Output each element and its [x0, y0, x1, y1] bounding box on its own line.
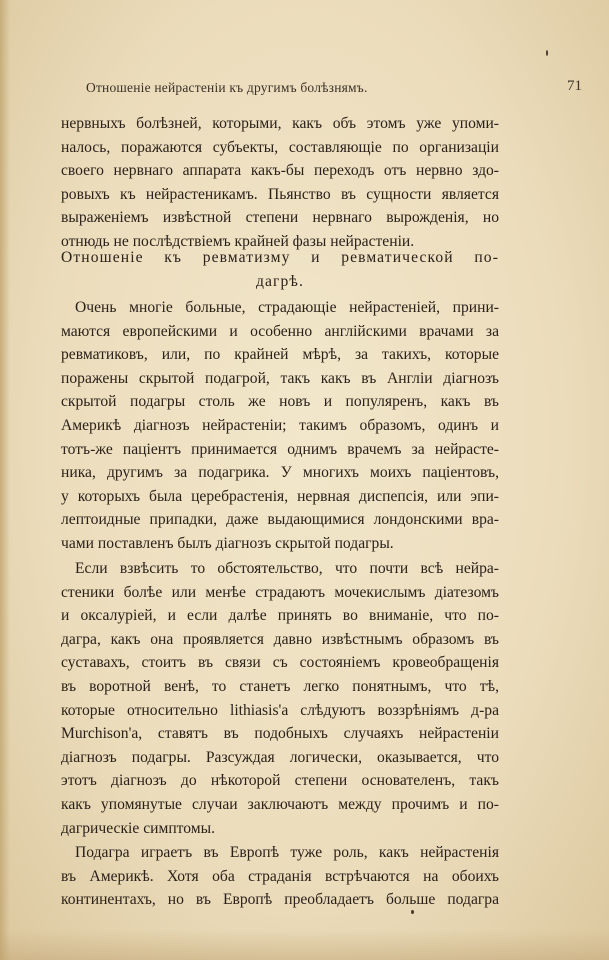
page-number: 71	[567, 78, 582, 94]
paragraph-1	[61, 296, 499, 556]
ink-speck	[411, 910, 414, 914]
paragraph-3	[61, 841, 499, 912]
running-header-title: Отношеніе нейрастеніи къ другимъ болѣзнямъ.	[86, 80, 368, 95]
text-line: чами поставленъ былъ діагнозъ скрытой подагры.	[61, 534, 394, 552]
text-line: континентахъ, но въ Европѣ преобладаетъ больше подагра	[61, 891, 499, 909]
text-line: Murchison'а, ставятъ въ подобныхъ случаяхъ нейрастеніи	[61, 725, 499, 743]
text-line: своего нервнаго аппарата какъ-бы переходъ отъ нервно здо-	[61, 162, 499, 180]
text-line: скрытой подагры столь же новъ и популяренъ, какъ въ	[61, 393, 499, 411]
text-line: стеники болѣе или менѣе страдаютъ мочекислымъ діатезомъ	[61, 583, 499, 601]
page-gutter-shadow	[0, 0, 10, 960]
section-heading-line: Отношеніе къ ревматизму и ревматической по-	[61, 249, 499, 266]
text-line: Очень многіе больные, страдающіе нейрастеніей, прини-	[75, 299, 499, 316]
text-line: у которыхъ была церебрастенія, нервная диспепсія, или эпи-	[61, 487, 499, 505]
text-line: Если взвѣсить то обстоятельство, что почти всѣ нейра-	[75, 560, 499, 577]
text-line: нервныхъ болѣзней, которыми, какъ объ этомъ уже упоми-	[61, 115, 499, 132]
text-line: суставахъ, стоитъ въ связи съ состояніемъ кровеобращенія	[61, 654, 499, 672]
ink-speck	[546, 50, 548, 56]
text-line: дагрическіе симптомы.	[61, 819, 216, 837]
section-heading	[61, 246, 499, 294]
text-line: ника, другимъ за подагрика. У многихъ моихъ паціентовъ,	[61, 464, 499, 482]
text-line: выраженіемъ извѣстной степени нервнаго вырожденія, но	[61, 209, 499, 227]
text-line: этотъ діагнозъ до нѣкоторой степени основателенъ, такъ	[61, 772, 499, 790]
text-line: Америкѣ діагнозъ нейрастеніи; такимъ образомъ, одинъ и	[61, 416, 499, 434]
text-line: ровыхъ къ нейрастеникамъ. Пьянство въ сущности является	[61, 185, 499, 203]
text-line: лептоидные припадки, даже выдающимися лондонскими вра-	[61, 511, 499, 529]
text-line: Подагра играетъ въ Европѣ туже роль, какъ нейрастенія	[75, 844, 499, 861]
text-line: ревматиковъ, или, по крайней мѣрѣ, за такихъ, которые	[61, 346, 499, 364]
text-line: маются европейскими и особенно англійскими врачами за	[61, 322, 499, 340]
text-line: отнюдь не послѣдствіемъ крайней фазы нейрастеніи.	[61, 232, 415, 250]
text-line: и оксалуріей, и если далѣе принять во вниманіе, что по-	[61, 607, 499, 625]
section-heading-line: дагрѣ.	[255, 273, 304, 290]
text-line: поражены скрытой подагрой, такъ какъ въ Англіи діагнозъ	[61, 369, 499, 387]
intro-paragraph	[61, 112, 499, 254]
text-line: діагнозъ подагры. Разсуждая логически, оказывается, что	[61, 748, 499, 766]
text-line: дагра, какъ она проявляется давно извѣстнымъ образомъ въ	[61, 630, 499, 648]
running-header	[40, 78, 592, 102]
text-line: въ воротной венѣ, то станетъ легко понятнымъ, что тѣ,	[61, 677, 499, 695]
text-line: тотъ-же паціентъ принимается однимъ врачемъ за нейрасте-	[61, 440, 499, 458]
text-line: которые относительно lithiasis'а слѣдуютъ воззрѣніямъ д-ра	[61, 701, 499, 719]
text-line: какъ упомянутые случаи заключаютъ между прочимъ и по-	[61, 795, 499, 813]
page-bottom-shadow	[0, 930, 609, 960]
text-line: въ Америкѣ. Хотя оба страданія встрѣчаются на обоихъ	[61, 867, 499, 885]
text-line: налось, поражаются субъекты, составляющіе по организаціи	[61, 138, 499, 156]
paragraph-2	[61, 557, 499, 840]
